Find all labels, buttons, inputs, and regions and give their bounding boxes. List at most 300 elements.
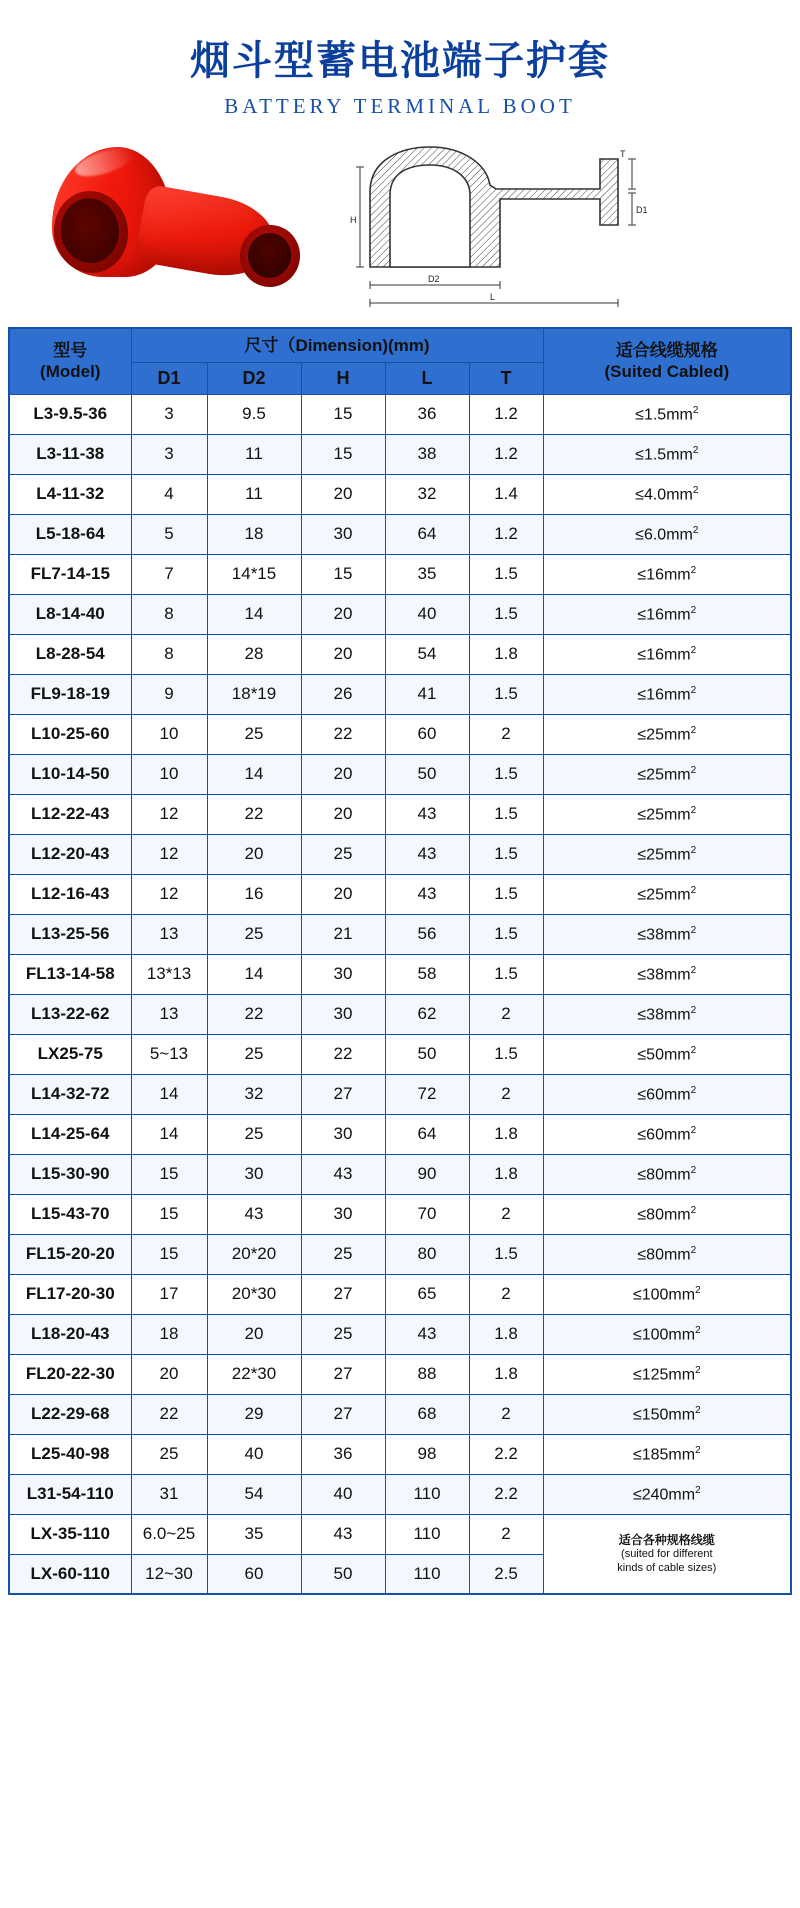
suited-unit-exponent: 2 — [690, 1204, 697, 1216]
cell-d2: 11 — [207, 434, 301, 474]
cell-d1: 4 — [131, 474, 207, 514]
cell-model: LX-60-110 — [9, 1554, 131, 1594]
cell-d2: 16 — [207, 874, 301, 914]
cell-t: 1.8 — [469, 1314, 543, 1354]
suited-value: ≤38 — [637, 925, 664, 943]
table-row — [9, 514, 791, 554]
suited-unit-exponent: 2 — [690, 1124, 697, 1136]
cell-l: 70 — [385, 1194, 469, 1234]
suited-unit-exponent: 2 — [690, 1244, 697, 1256]
cell-h: 43 — [301, 1514, 385, 1554]
cell-t: 1.5 — [469, 1234, 543, 1274]
cell-h: 50 — [301, 1554, 385, 1594]
cell-h: 43 — [301, 1154, 385, 1194]
cell-d2: 25 — [207, 1034, 301, 1074]
suited-unit: mm — [663, 805, 691, 823]
suited-unit: mm — [666, 485, 693, 503]
cell-h: 36 — [301, 1434, 385, 1474]
cell-d2: 29 — [207, 1394, 301, 1434]
cell-l: 43 — [385, 794, 469, 834]
cell-t: 1.5 — [469, 674, 543, 714]
table-row — [9, 1074, 791, 1114]
suited-unit: mm — [668, 1485, 696, 1503]
cell-t: 1.2 — [469, 394, 543, 434]
cell-l: 80 — [385, 1234, 469, 1274]
cell-d1: 7 — [131, 554, 207, 594]
cell-d2: 25 — [207, 914, 301, 954]
cell-h: 20 — [301, 594, 385, 634]
suited-multi-cn: 适合各种规格线缆 — [618, 1532, 715, 1547]
cell-h: 25 — [301, 1314, 385, 1354]
cell-d2: 22 — [207, 994, 301, 1034]
suited-value: ≤4.0 — [635, 485, 667, 503]
cell-model: L13-25-56 — [9, 914, 131, 954]
cell-d2: 22 — [207, 794, 301, 834]
cell-d2: 18*19 — [207, 674, 301, 714]
suited-value: ≤100 — [632, 1285, 669, 1303]
table-row — [9, 1474, 791, 1514]
th-suited — [543, 328, 791, 394]
cell-d1: 13 — [131, 994, 207, 1034]
cell-t: 1.5 — [469, 874, 543, 914]
table-row — [9, 554, 791, 594]
cell-l: 35 — [385, 554, 469, 594]
cell-l: 43 — [385, 1314, 469, 1354]
cell-model: L15-30-90 — [9, 1154, 131, 1194]
suited-value: ≤150 — [632, 1405, 669, 1423]
cell-h: 27 — [301, 1074, 385, 1114]
suited-unit: mm — [663, 1085, 691, 1103]
cell-d1: 14 — [131, 1074, 207, 1114]
cell-model: FL20-22-30 — [9, 1354, 131, 1394]
suited-value: ≤50 — [637, 1045, 664, 1063]
table-row — [9, 794, 791, 834]
cell-t: 2 — [469, 1394, 543, 1434]
spec-table — [8, 327, 792, 1595]
cell-suited-cable — [543, 594, 791, 634]
drawing-label-t: T — [620, 149, 626, 159]
cell-model: L12-22-43 — [9, 794, 131, 834]
suited-unit-exponent: 2 — [695, 1284, 701, 1296]
th-model-line1: 型号 — [53, 341, 88, 361]
cell-suited-cable — [543, 1034, 791, 1074]
cell-d2: 30 — [207, 1154, 301, 1194]
cell-model: FL9-18-19 — [9, 674, 131, 714]
cell-d1: 8 — [131, 594, 207, 634]
suited-unit-exponent: 2 — [690, 684, 697, 696]
th-d1: D1 — [131, 363, 207, 395]
cell-d2: 20*30 — [207, 1274, 301, 1314]
suited-unit-exponent: 2 — [690, 724, 697, 736]
table-row — [9, 434, 791, 474]
cell-h: 15 — [301, 394, 385, 434]
suited-multi-en-1: (suited for different — [621, 1547, 713, 1560]
table-row — [9, 1154, 791, 1194]
cell-d2: 14*15 — [207, 554, 301, 594]
cell-h: 26 — [301, 674, 385, 714]
suited-value: ≤125 — [632, 1365, 669, 1383]
cell-d1: 13*13 — [131, 954, 207, 994]
cell-d1: 31 — [131, 1474, 207, 1514]
suited-unit-exponent: 2 — [690, 1164, 697, 1176]
cell-h: 30 — [301, 514, 385, 554]
cell-model: FL17-20-30 — [9, 1274, 131, 1314]
cell-suited-cable — [543, 834, 791, 874]
cell-suited-cable — [543, 1194, 791, 1234]
cell-suited-cable — [543, 794, 791, 834]
cell-t: 2 — [469, 714, 543, 754]
cell-suited-cable — [543, 994, 791, 1034]
cell-d1: 5 — [131, 514, 207, 554]
suited-unit-exponent: 2 — [690, 764, 697, 776]
table-header-row-1 — [9, 328, 791, 363]
cell-l: 110 — [385, 1554, 469, 1594]
suited-unit-exponent: 2 — [690, 1004, 697, 1016]
cell-d1: 10 — [131, 754, 207, 794]
suited-unit-exponent: 2 — [690, 604, 697, 616]
suited-value: ≤16 — [637, 605, 664, 623]
table-row — [9, 1234, 791, 1274]
product-photo-red-boot — [44, 139, 314, 314]
suited-unit: mm — [663, 845, 691, 863]
suited-unit: mm — [663, 1005, 691, 1023]
cell-l: 62 — [385, 994, 469, 1034]
suited-value: ≤38 — [637, 1005, 664, 1023]
page-header — [0, 0, 800, 119]
cell-h: 25 — [301, 834, 385, 874]
suited-unit: mm — [663, 965, 691, 983]
cell-d1: 13 — [131, 914, 207, 954]
table-row — [9, 1434, 791, 1474]
suited-unit: mm — [663, 885, 691, 903]
cell-suited-cable — [543, 1234, 791, 1274]
cell-l: 88 — [385, 1354, 469, 1394]
table-row — [9, 1314, 791, 1354]
table-row — [9, 474, 791, 514]
suited-unit-exponent: 2 — [690, 924, 697, 936]
suited-value: ≤25 — [637, 765, 664, 783]
cell-suited-cable — [543, 1354, 791, 1394]
illustration-band — [0, 137, 800, 327]
cell-d2: 20 — [207, 834, 301, 874]
table-row — [9, 914, 791, 954]
cell-l: 65 — [385, 1274, 469, 1314]
cell-t: 1.5 — [469, 834, 543, 874]
cell-d2: 25 — [207, 1114, 301, 1154]
cell-d1: 9 — [131, 674, 207, 714]
cell-h: 20 — [301, 754, 385, 794]
cell-t: 1.8 — [469, 634, 543, 674]
suited-unit-exponent: 2 — [692, 444, 699, 456]
cell-h: 22 — [301, 1034, 385, 1074]
spec-table-head — [9, 328, 791, 394]
cell-d1: 25 — [131, 1434, 207, 1474]
cell-h: 30 — [301, 1194, 385, 1234]
cell-suited-cable — [543, 1074, 791, 1114]
cell-suited-cable — [543, 1474, 791, 1514]
cell-t: 1.2 — [469, 514, 543, 554]
cell-l: 43 — [385, 874, 469, 914]
suited-value: ≤80 — [637, 1205, 664, 1223]
suited-unit: mm — [663, 1125, 691, 1143]
cell-d2: 40 — [207, 1434, 301, 1474]
cell-d1: 15 — [131, 1194, 207, 1234]
cell-d1: 17 — [131, 1274, 207, 1314]
cell-suited-cable — [543, 554, 791, 594]
table-row — [9, 994, 791, 1034]
suited-value: ≤1.5 — [635, 405, 667, 423]
cell-h: 27 — [301, 1274, 385, 1314]
th-t: T — [469, 363, 543, 395]
suited-value: ≤80 — [637, 1165, 664, 1183]
suited-unit: mm — [663, 565, 691, 583]
cell-l: 90 — [385, 1154, 469, 1194]
cell-t: 2 — [469, 1514, 543, 1554]
cell-h: 15 — [301, 434, 385, 474]
suited-unit: mm — [663, 1245, 691, 1263]
cell-t: 1.5 — [469, 554, 543, 594]
cell-l: 68 — [385, 1394, 469, 1434]
cell-l: 64 — [385, 514, 469, 554]
cell-model: L8-28-54 — [9, 634, 131, 674]
table-row — [9, 754, 791, 794]
cell-l: 41 — [385, 674, 469, 714]
cell-d2: 20 — [207, 1314, 301, 1354]
cell-l: 72 — [385, 1074, 469, 1114]
cell-model: L18-20-43 — [9, 1314, 131, 1354]
suited-unit: mm — [663, 725, 691, 743]
cell-model: L14-32-72 — [9, 1074, 131, 1114]
suited-unit-exponent: 2 — [695, 1484, 701, 1496]
th-suited-line1: 适合线缆规格 — [615, 341, 718, 361]
technical-drawing — [350, 137, 650, 317]
cell-t: 2 — [469, 1074, 543, 1114]
cell-suited-cable — [543, 1274, 791, 1314]
cell-d1: 5~13 — [131, 1034, 207, 1074]
cell-model: L12-20-43 — [9, 834, 131, 874]
cell-t: 1.5 — [469, 954, 543, 994]
cell-d2: 28 — [207, 634, 301, 674]
cell-suited-cable — [543, 1394, 791, 1434]
table-row — [9, 714, 791, 754]
suited-unit-exponent: 2 — [695, 1444, 701, 1456]
cell-t: 1.5 — [469, 794, 543, 834]
suited-unit-exponent: 2 — [690, 884, 697, 896]
cell-d2: 54 — [207, 1474, 301, 1514]
cell-t: 2.2 — [469, 1474, 543, 1514]
cell-model: FL15-20-20 — [9, 1234, 131, 1274]
cell-suited-cable — [543, 1114, 791, 1154]
cell-h: 30 — [301, 1114, 385, 1154]
cell-h: 25 — [301, 1234, 385, 1274]
th-dimension: 尺寸（Dimension)(mm) — [131, 328, 543, 363]
cell-h: 20 — [301, 634, 385, 674]
th-l: L — [385, 363, 469, 395]
cell-l: 64 — [385, 1114, 469, 1154]
suited-unit-exponent: 2 — [690, 644, 697, 656]
cell-model: L3-9.5-36 — [9, 394, 131, 434]
cell-d1: 12 — [131, 794, 207, 834]
suited-unit-exponent: 2 — [692, 484, 699, 496]
cell-d1: 6.0~25 — [131, 1514, 207, 1554]
th-d2: D2 — [207, 363, 301, 395]
cell-model: L3-11-38 — [9, 434, 131, 474]
suited-unit-exponent: 2 — [692, 404, 699, 416]
cell-l: 43 — [385, 834, 469, 874]
page-title-cn: 烟斗型蓄电池端子护套 — [190, 38, 610, 84]
cell-suited-cable — [543, 1314, 791, 1354]
suited-unit: mm — [668, 1445, 696, 1463]
cell-model: L25-40-98 — [9, 1434, 131, 1474]
drawing-label-d1: D1 — [636, 205, 648, 215]
cell-model: LX-35-110 — [9, 1514, 131, 1554]
suited-unit: mm — [663, 765, 691, 783]
cell-model: L22-29-68 — [9, 1394, 131, 1434]
suited-unit: mm — [663, 685, 691, 703]
suited-value: ≤185 — [632, 1445, 669, 1463]
cell-l: 32 — [385, 474, 469, 514]
table-row — [9, 634, 791, 674]
cell-l: 110 — [385, 1514, 469, 1554]
cell-l: 60 — [385, 714, 469, 754]
suited-value: ≤16 — [637, 565, 664, 583]
suited-value: ≤80 — [637, 1245, 664, 1263]
cell-suited-cable — [543, 754, 791, 794]
suited-value: ≤60 — [637, 1125, 664, 1143]
suited-value: ≤16 — [637, 685, 664, 703]
table-row — [9, 594, 791, 634]
cell-l: 110 — [385, 1474, 469, 1514]
cell-h: 22 — [301, 714, 385, 754]
suited-unit: mm — [668, 1405, 696, 1423]
cell-suited-cable — [543, 634, 791, 674]
suited-unit: mm — [666, 525, 693, 543]
cell-h: 15 — [301, 554, 385, 594]
cell-d2: 22*30 — [207, 1354, 301, 1394]
suited-unit-exponent: 2 — [690, 564, 697, 576]
suited-unit: mm — [663, 1045, 691, 1063]
suited-unit: mm — [663, 925, 691, 943]
spec-table-body — [9, 394, 791, 1594]
table-row — [9, 1114, 791, 1154]
cell-model: L15-43-70 — [9, 1194, 131, 1234]
table-row — [9, 1354, 791, 1394]
cell-t: 1.5 — [469, 754, 543, 794]
page-title-en: BATTERY TERMINAL BOOT — [224, 94, 576, 118]
cell-model: L31-54-110 — [9, 1474, 131, 1514]
cell-d1: 22 — [131, 1394, 207, 1434]
table-row — [9, 394, 791, 434]
cell-l: 50 — [385, 754, 469, 794]
cell-h: 40 — [301, 1474, 385, 1514]
suited-unit: mm — [663, 1205, 691, 1223]
cell-d1: 15 — [131, 1154, 207, 1194]
cell-model: L10-25-60 — [9, 714, 131, 754]
cell-t: 1.5 — [469, 914, 543, 954]
cell-d2: 43 — [207, 1194, 301, 1234]
suited-value: ≤38 — [637, 965, 664, 983]
cell-model: LX25-75 — [9, 1034, 131, 1074]
cell-t: 1.8 — [469, 1114, 543, 1154]
cell-l: 98 — [385, 1434, 469, 1474]
suited-unit: mm — [666, 445, 693, 463]
cell-h: 20 — [301, 794, 385, 834]
cell-model: L12-16-43 — [9, 874, 131, 914]
cell-t: 2 — [469, 994, 543, 1034]
suited-unit-exponent: 2 — [690, 1084, 697, 1096]
cell-l: 36 — [385, 394, 469, 434]
cell-d2: 18 — [207, 514, 301, 554]
suited-unit-exponent: 2 — [690, 844, 697, 856]
cell-l: 54 — [385, 634, 469, 674]
cell-suited-cable — [543, 914, 791, 954]
cell-d2: 25 — [207, 714, 301, 754]
suited-unit-exponent: 2 — [690, 1044, 697, 1056]
cell-model: FL7-14-15 — [9, 554, 131, 594]
suited-value: ≤25 — [637, 885, 664, 903]
cell-d1: 3 — [131, 434, 207, 474]
cell-d1: 12~30 — [131, 1554, 207, 1594]
cell-t: 1.5 — [469, 1034, 543, 1074]
drawing-label-d2: D2 — [428, 274, 440, 284]
cell-d1: 10 — [131, 714, 207, 754]
suited-value: ≤25 — [637, 805, 664, 823]
cell-t: 2 — [469, 1194, 543, 1234]
cell-h: 30 — [301, 954, 385, 994]
cell-model: FL13-14-58 — [9, 954, 131, 994]
cell-suited-cable — [543, 394, 791, 434]
cell-suited-cable — [543, 874, 791, 914]
cell-h: 21 — [301, 914, 385, 954]
drawing-label-l: L — [490, 292, 496, 302]
cell-d2: 60 — [207, 1554, 301, 1594]
cell-model: L10-14-50 — [9, 754, 131, 794]
suited-value: ≤240 — [632, 1485, 669, 1503]
technical-drawing-svg — [350, 137, 650, 317]
table-row — [9, 674, 791, 714]
cell-t: 2.5 — [469, 1554, 543, 1594]
cell-t: 1.2 — [469, 434, 543, 474]
cell-t: 1.5 — [469, 594, 543, 634]
suited-unit-exponent: 2 — [690, 804, 697, 816]
suited-value: ≤6.0 — [635, 525, 667, 543]
cell-d2: 14 — [207, 754, 301, 794]
cell-d1: 12 — [131, 834, 207, 874]
cell-d1: 3 — [131, 394, 207, 434]
suited-unit: mm — [668, 1285, 696, 1303]
suited-value: ≤1.5 — [635, 445, 667, 463]
cell-t: 2.2 — [469, 1434, 543, 1474]
drawing-label-h: H — [350, 215, 357, 225]
suited-unit-exponent: 2 — [695, 1404, 701, 1416]
cell-h: 27 — [301, 1354, 385, 1394]
th-model — [9, 328, 131, 394]
cell-l: 58 — [385, 954, 469, 994]
cell-d2: 35 — [207, 1514, 301, 1554]
cell-d2: 14 — [207, 594, 301, 634]
suited-value: ≤100 — [632, 1325, 669, 1343]
suited-value: ≤25 — [637, 725, 664, 743]
cell-suited-cable — [543, 514, 791, 554]
cell-h: 20 — [301, 874, 385, 914]
cell-suited-cable — [543, 474, 791, 514]
spec-table-wrap — [0, 327, 800, 1607]
cell-t: 1.8 — [469, 1154, 543, 1194]
table-row — [9, 954, 791, 994]
table-row — [9, 1194, 791, 1234]
cell-d1: 15 — [131, 1234, 207, 1274]
suited-unit: mm — [663, 605, 691, 623]
